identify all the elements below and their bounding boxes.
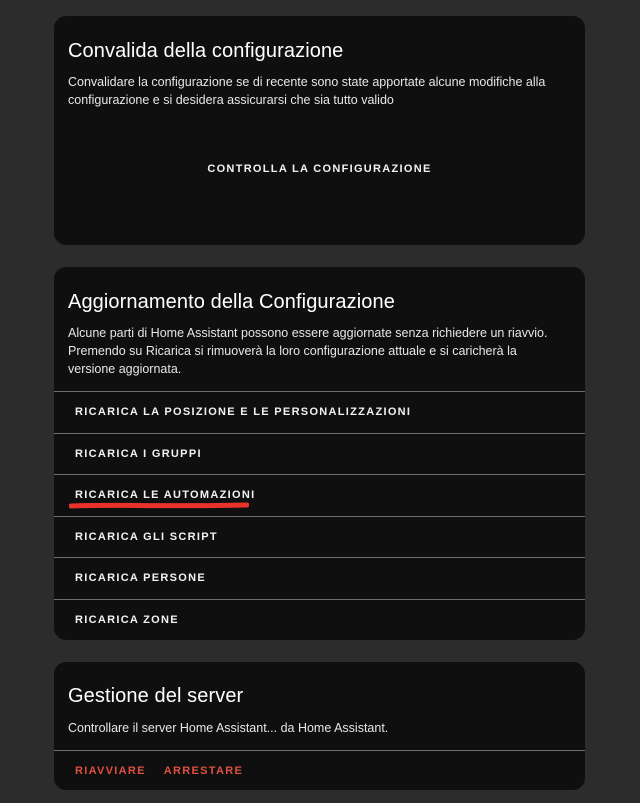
reload-automations-label: RICARICA LE AUTOMAZIONI (75, 489, 256, 502)
server-card-title: Gestione del server (68, 685, 244, 707)
check-config-button[interactable]: CONTROLLA LA CONFIGURAZIONE (207, 163, 432, 175)
server-card-description: Controllare il server Home Assistant... da Home Assistant. (68, 721, 389, 735)
red-underline-highlight (69, 502, 249, 509)
stop-button[interactable]: ARRESTARE (163, 764, 244, 777)
server-actions (54, 750, 585, 790)
restart-button[interactable]: RIAVVIARE (75, 764, 146, 777)
reload-scripts-button[interactable]: RICARICA GLI SCRIPT (54, 516, 585, 558)
reload-card-title: Aggiornamento della Configurazione (68, 291, 395, 313)
validate-card-title: Convalida della configurazione (68, 40, 344, 62)
server-management-card (54, 662, 585, 790)
reload-groups-button[interactable]: RICARICA I GRUPPI (54, 433, 585, 475)
reload-zones-button[interactable]: RICARICA ZONE (54, 599, 585, 641)
reload-automations-button[interactable] (54, 474, 585, 516)
reload-persons-button[interactable]: RICARICA PERSONE (54, 557, 585, 599)
reload-config-card (54, 267, 585, 640)
reload-list (54, 391, 585, 640)
reload-card-description: Alcune parti di Home Assistant possono essere aggiornate senza richiedere un riavvio. Premendo su Ricarica si rimuoverà la loro configurazione attuale e si caricherà la versione aggiornata. (68, 326, 548, 376)
reload-location-customizations-button[interactable]: RICARICA LA POSIZIONE E LE PERSONALIZZAZIONI (54, 391, 585, 433)
validate-config-card (54, 16, 585, 245)
validate-card-description: Convalidare la configurazione se di recente sono state apportate alcune modifiche alla configurazione e si desidera assicurarsi che sia tutto valido (68, 75, 546, 107)
